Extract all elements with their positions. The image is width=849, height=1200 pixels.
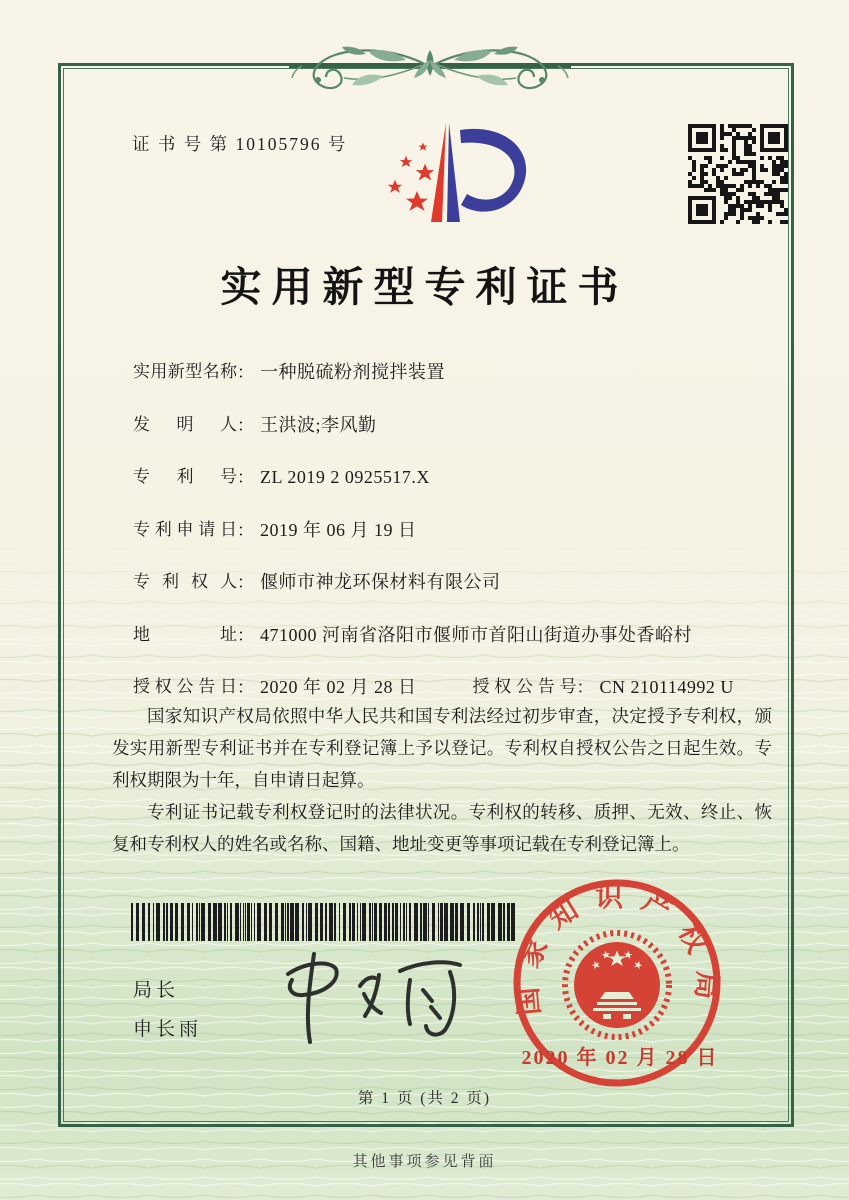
director-signature <box>252 942 482 1060</box>
field-row <box>133 675 773 700</box>
field-colon: ： <box>237 363 254 382</box>
fields-section <box>133 360 773 728</box>
director-name: 申长雨 <box>133 1019 203 1040</box>
seal-text: 国家知识产权局 <box>511 882 723 1017</box>
field-row <box>133 465 773 490</box>
qr-code <box>688 124 788 224</box>
body-paragraph: 国家知识产权局依照中华人民共和国专利法经过初步审查，决定授予专利权，颁发实用新型专利证书并在专利登记簿上予以登记。专利权自授权公告之日起生效。专利权期限为十年，自申请日起算。 <box>112 706 772 790</box>
field-label: 授权公告号 <box>472 677 577 696</box>
field-label: 专利申请日 <box>133 519 237 539</box>
back-note: 其他事项参见背面 <box>352 1154 497 1170</box>
field-value: 偃师市神龙环保材料有限公司 <box>260 572 501 592</box>
field-colon: ： <box>237 573 254 592</box>
field-row <box>133 360 773 385</box>
field-value: 2020 年 02 月 28 日 <box>260 677 417 697</box>
field-value: 2019 年 06 月 19 日 <box>260 519 417 540</box>
field-colon: ： <box>237 678 254 697</box>
top-ornament <box>289 36 571 98</box>
field-value: CN 210114992 U <box>599 677 734 697</box>
certificate-title: 实用新型专利证书 <box>220 264 629 310</box>
body-paragraph: 专利证书记载专利权登记时的法律状况。专利权的转移、质押、无效、终止、恢复和专利权人的姓名或名称、国籍、地址变更等事项记载在专利登记簿上。 <box>112 802 772 854</box>
field-colon: ： <box>237 625 254 645</box>
field-label: 专利号 <box>133 467 237 486</box>
field-row <box>133 623 773 648</box>
page-number: 第 1 页 (共 2 页) <box>357 1090 492 1107</box>
field-label: 地址 <box>133 624 237 644</box>
field-label: 授权公告日 <box>133 677 237 696</box>
field-row <box>133 518 773 543</box>
field-label: 专利权人 <box>133 572 237 591</box>
field-label: 实用新型名称 <box>133 362 237 381</box>
field-row <box>133 413 773 438</box>
field-colon: ： <box>237 415 254 435</box>
field-label: 发明人 <box>133 414 237 434</box>
cnipa-logo <box>368 110 543 240</box>
field-value: 王洪波;李风勤 <box>260 414 377 435</box>
director-title: 局长 <box>133 980 180 1001</box>
seal-date: 2020 年 02 月 28 日 <box>521 1047 719 1069</box>
certificate-number: 证 书 号 第 10105796 号 <box>132 134 348 154</box>
barcode <box>131 903 523 941</box>
field-value: ZL 2019 2 0925517.X <box>260 467 430 487</box>
body-text <box>112 700 772 860</box>
field-value: 471000 河南省洛阳市偃师市首阳山街道办事处香峪村 <box>260 624 692 645</box>
field-colon: ： <box>237 520 254 540</box>
field-colon: ： <box>237 468 254 487</box>
field-value: 一种脱硫粉剂搅拌装置 <box>260 362 445 382</box>
field-colon: ： <box>576 678 594 697</box>
field-row <box>133 570 773 595</box>
